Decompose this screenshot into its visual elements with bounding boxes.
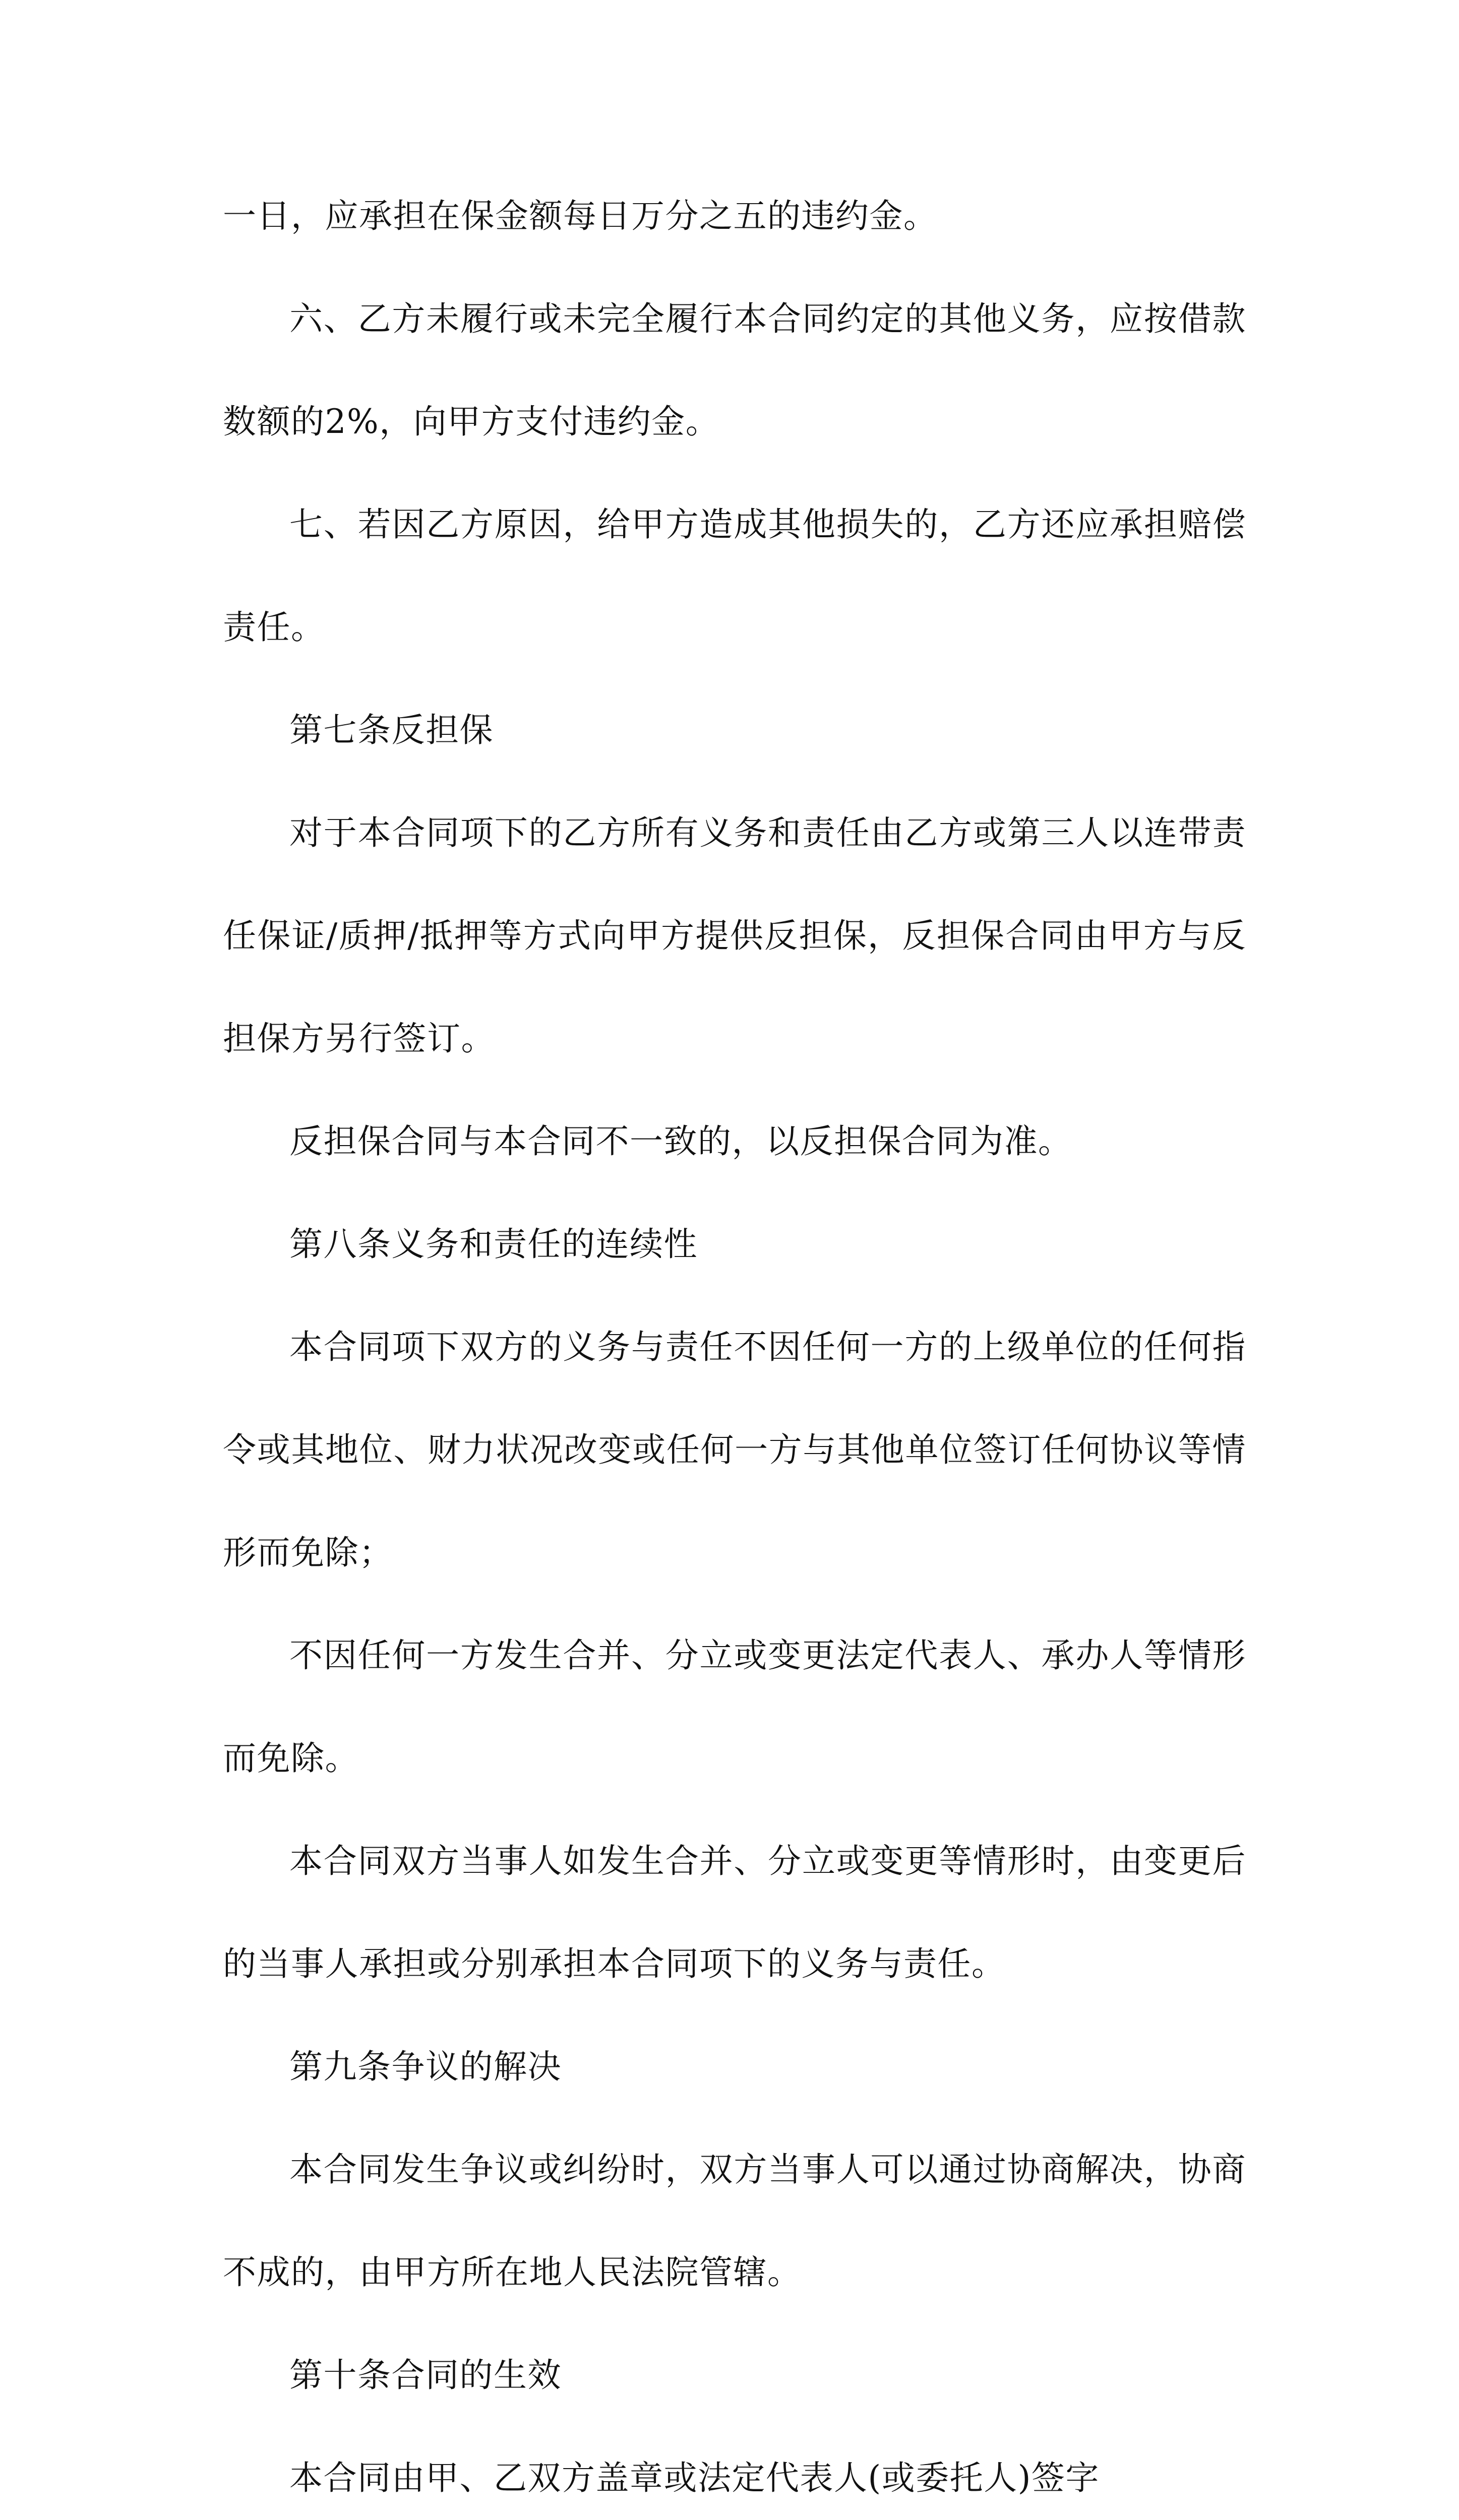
paragraph-dispute-resolution: 本合同发生争议或纠纷时，双方当事人可以通过协商解决，协商不成的，由甲方所在地人民法院管辖。	[223, 2150, 1246, 2292]
paragraph-counter-guarantee-precedence: 反担保合同与本合同不一致的，以反担保合同为准。	[289, 1122, 1072, 1161]
section-heading-article-7: 第七条反担保	[289, 711, 494, 749]
paragraph-clause-6: 六、乙方未履行或未完全履行本合同约定的其他义务，应按借款数额的2%，向甲方支付违约金。	[223, 299, 1246, 441]
paragraph-counter-guarantee: 对于本合同项下的乙方所有义务和责任由乙方或第三人以连带责任保证/质押/抵押等方式向甲方提供反担保，反担保合同由甲方与反担保方另行签订。	[223, 813, 1246, 1058]
document-body	[223, 165, 1246, 2520]
section-heading-article-8: 第八条义务和责任的连续性	[289, 1225, 698, 1264]
paragraph-clause-7: 七、若因乙方原因，给甲方造成其他损失的，乙方还应承担赔偿责任。	[223, 505, 1246, 647]
paragraph-contract-effectiveness: 本合同由甲、乙双方盖章或法定代表人(或委托人)签字	[289, 2459, 1100, 2497]
paragraph-successor-liability: 本合同双方当事人如发生合并、分立或变更等情形时，由变更后的当事人承担或分别承担本合同项下的义务与责任。	[223, 1842, 1246, 1983]
paragraph-obligation-continuity: 本合同项下双方的义务与责任不因任何一方的上级单位的任何指令或其地位、财力状况改变或任何一方与其他单位签订任何协议等情形而免除；	[223, 1328, 1246, 1572]
section-heading-article-9: 第九条争议的解决	[289, 2047, 562, 2086]
section-heading-article-10: 第十条合同的生效	[289, 2356, 562, 2395]
paragraph-continuation: 一日，应承担在保金额每日万分之五的违约金。	[223, 197, 938, 235]
paragraph-merger-exemption: 不因任何一方发生合并、分立或变更法定代表人、承办人等情形而免除。	[223, 1636, 1246, 1778]
